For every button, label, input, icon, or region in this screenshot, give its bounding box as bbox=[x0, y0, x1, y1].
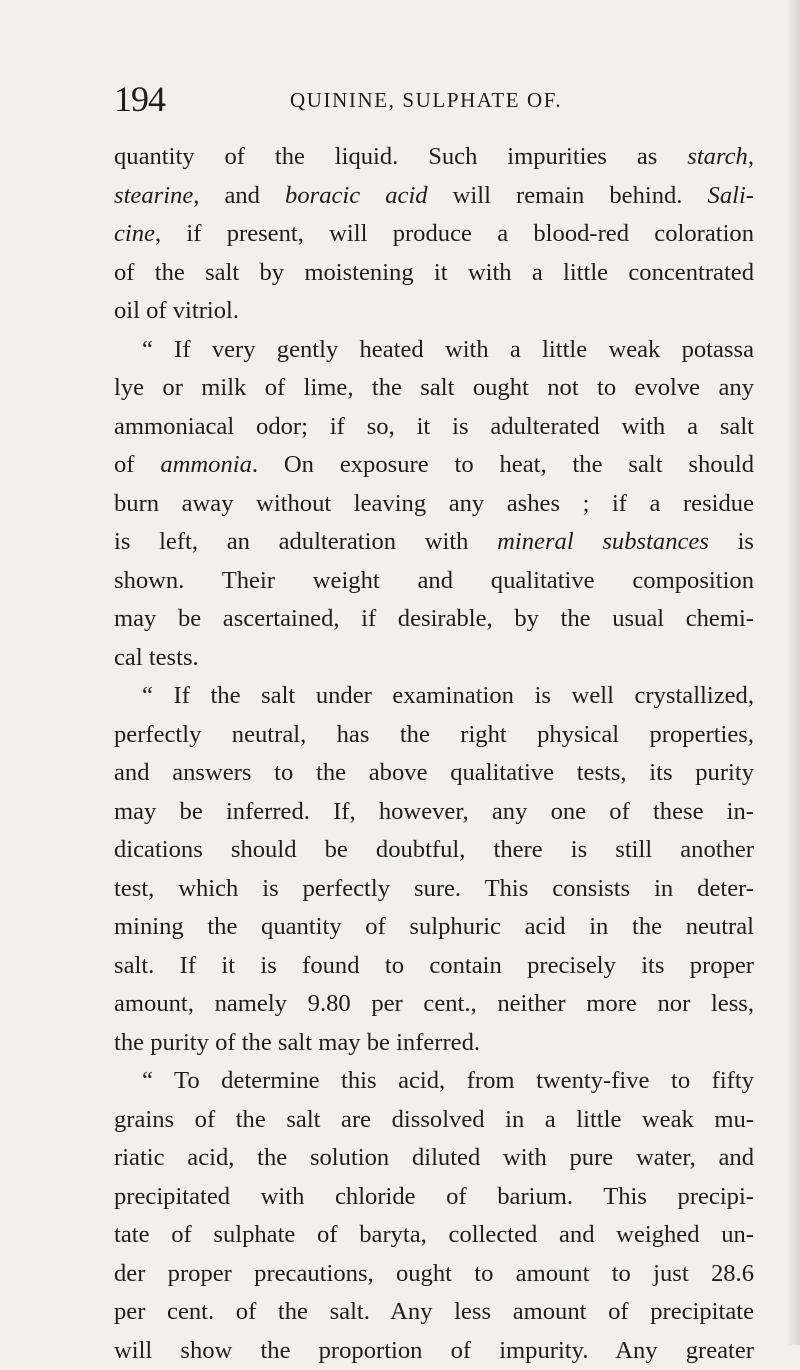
text-run: the purity of the salt may be inferred. bbox=[114, 1029, 480, 1056]
page-header bbox=[114, 84, 754, 124]
text-line bbox=[114, 331, 754, 370]
text-run: “ If very gently heated with a little weak potassa bbox=[142, 336, 754, 363]
text-run: cal tests. bbox=[114, 644, 199, 671]
text-run: perfectly neutral, has the right physical properties, bbox=[114, 721, 754, 748]
italic-term: ammonia bbox=[160, 451, 252, 478]
text-line bbox=[114, 870, 754, 909]
text-run: dications should be doubtful, there is still another bbox=[114, 836, 754, 863]
italic-term: boracic acid bbox=[285, 182, 428, 209]
italic-term: mineral substances bbox=[497, 528, 709, 555]
text-run: riatic acid, the solution diluted with pure water, and bbox=[114, 1144, 754, 1171]
text-run: mining the quantity of sulphuric acid in the neutral bbox=[114, 913, 754, 940]
text-line bbox=[114, 446, 754, 485]
text-run: is left, an adulteration with bbox=[114, 528, 497, 555]
text-line bbox=[114, 1293, 754, 1332]
italic-term: cine bbox=[114, 220, 155, 247]
italic-term: starch bbox=[687, 143, 748, 170]
text-line bbox=[114, 716, 754, 755]
running-head: QUININE, SULPHATE OF. bbox=[290, 88, 562, 113]
text-line bbox=[114, 1332, 754, 1370]
text-line bbox=[114, 562, 754, 601]
text-run: “ To determine this acid, from twenty-five to fifty bbox=[142, 1067, 754, 1094]
text-run: per cent. of the salt. Any less amount of precipitate bbox=[114, 1298, 754, 1325]
italic-term: Sali- bbox=[708, 182, 754, 209]
text-line bbox=[114, 831, 754, 870]
text-run: , bbox=[748, 143, 754, 170]
text-run: ammoniacal odor; if so, it is adulterated with a salt bbox=[114, 413, 754, 440]
text-line bbox=[114, 177, 754, 216]
text-run: will remain behind. bbox=[428, 182, 708, 209]
text-run: of the salt by moistening it with a little concentrated bbox=[114, 259, 754, 286]
text-line bbox=[114, 1139, 754, 1178]
text-line bbox=[114, 1062, 754, 1101]
text-run: is bbox=[709, 528, 754, 555]
text-run: quantity of the liquid. Such impurities as bbox=[114, 143, 687, 170]
text-run: shown. Their weight and qualitative composition bbox=[114, 567, 754, 594]
text-run: and answers to the above qualitative tests, its purity bbox=[114, 759, 754, 786]
text-run: will show the proportion of impurity. Any greater bbox=[114, 1337, 754, 1364]
text-line bbox=[114, 947, 754, 986]
text-line bbox=[114, 292, 754, 331]
italic-term: stearine bbox=[114, 182, 193, 209]
text-line bbox=[114, 600, 754, 639]
text-run: , and bbox=[193, 182, 285, 209]
text-run: oil of vitriol. bbox=[114, 297, 239, 324]
text-line bbox=[114, 754, 754, 793]
text-run: burn away without leaving any ashes ; if a residue bbox=[114, 490, 754, 517]
text-line bbox=[114, 677, 754, 716]
text-line bbox=[114, 1255, 754, 1294]
text-run: may be ascertained, if desirable, by the usual chemi- bbox=[114, 605, 754, 632]
text-line bbox=[114, 639, 754, 678]
text-run: may be inferred. If, however, any one of these in- bbox=[114, 798, 754, 825]
text-line bbox=[114, 1024, 754, 1063]
text-line bbox=[114, 1178, 754, 1217]
text-line bbox=[114, 793, 754, 832]
text-run: test, which is perfectly sure. This consists in deter- bbox=[114, 875, 754, 902]
body-text bbox=[114, 138, 754, 1370]
text-run: amount, namely 9.80 per cent., neither more nor less, bbox=[114, 990, 754, 1017]
page-edge-shadow bbox=[786, 0, 800, 1345]
text-line bbox=[114, 138, 754, 177]
text-run: lye or milk of lime, the salt ought not to evolve any bbox=[114, 374, 754, 401]
text-line bbox=[114, 408, 754, 447]
text-run: grains of the salt are dissolved in a little weak mu- bbox=[114, 1106, 754, 1133]
text-line bbox=[114, 215, 754, 254]
page-number: 194 bbox=[114, 78, 165, 120]
text-line bbox=[114, 485, 754, 524]
text-line bbox=[114, 369, 754, 408]
text-line bbox=[114, 908, 754, 947]
text-run: der proper precautions, ought to amount to just 28.6 bbox=[114, 1260, 754, 1287]
text-line bbox=[114, 254, 754, 293]
text-line bbox=[114, 1101, 754, 1140]
text-line bbox=[114, 1216, 754, 1255]
text-run: tate of sulphate of baryta, collected and weighed un- bbox=[114, 1221, 754, 1248]
text-run: of bbox=[114, 451, 160, 478]
text-run: . On exposure to heat, the salt should bbox=[252, 451, 754, 478]
text-run: , if present, will produce a blood-red coloration bbox=[155, 220, 754, 247]
text-run: “ If the salt under examination is well crystallized, bbox=[142, 682, 754, 709]
text-run: precipitated with chloride of barium. This precipi- bbox=[114, 1183, 754, 1210]
text-run: salt. If it is found to contain precisely its proper bbox=[114, 952, 754, 979]
text-line bbox=[114, 523, 754, 562]
text-line bbox=[114, 985, 754, 1024]
